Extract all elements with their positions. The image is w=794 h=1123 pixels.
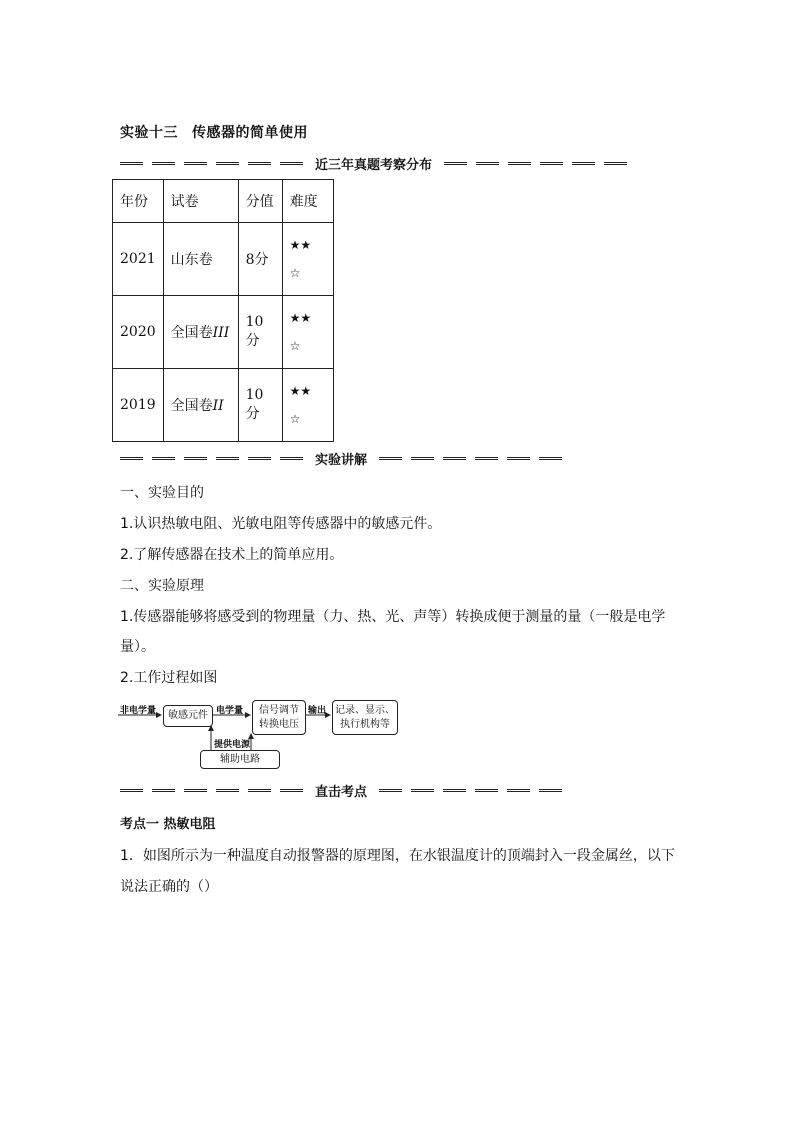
purpose-heading: 一、实验目的 (120, 485, 204, 501)
cell-score: 8分 (238, 223, 282, 296)
right-dashes (379, 789, 562, 792)
cell-paper: 山东卷 (163, 223, 238, 296)
cell-difficulty (282, 296, 333, 369)
sensor-flow-diagram (118, 700, 418, 770)
title-sub: 传感器的简单使用 (192, 125, 308, 141)
section-label-analysis: 近三年真题考察分布 (315, 157, 433, 173)
cell-score: 10分 (238, 369, 282, 442)
table-row (113, 223, 334, 296)
right-dashes (379, 457, 562, 460)
left-dashes (120, 162, 303, 165)
section-divider-analysis (120, 152, 627, 174)
cell-year: 2021 (113, 223, 164, 296)
purpose-item-2: 2.了解传感器在技术上的简单应用。 (120, 547, 344, 563)
aux-circuit-box: 辅助电路 (200, 750, 280, 769)
section-divider-explain (120, 447, 562, 469)
sensitive-element-box: 敏感元件 (163, 705, 213, 727)
section-divider-exam (120, 779, 562, 801)
power-label: 提供电源 (214, 740, 251, 750)
right-dashes (444, 162, 627, 165)
header-difficulty: 难度 (282, 180, 333, 223)
electrical-label: 电学量 (216, 706, 244, 716)
cell-difficulty (282, 223, 333, 296)
principle-heading: 二、实验原理 (120, 578, 204, 594)
question-1-line1: 1．如图所示为一种温度自动报警器的原理图，在水银温度计的顶端封入一段金属丝，以下 (120, 848, 675, 864)
page-title (120, 122, 308, 142)
header-year: 年份 (113, 180, 164, 223)
principle-item-1-line1: 1.传感器能够将感受到的物理量（力、热、光、声等）转换成便于测量的量（一般是电学 (120, 609, 666, 625)
record-display-box: 记录、显示、 执行机构等 (332, 700, 398, 735)
filled-stars: ★★ (289, 384, 312, 398)
principle-item-1-line2: 量）。 (120, 639, 155, 655)
cell-year: 2019 (113, 369, 164, 442)
exam-distribution-table (112, 179, 334, 442)
purpose-item-1: 1.认识热敏电阻、光敏电阻等传感器中的敏感元件。 (120, 516, 442, 532)
kaodian-title: 考点一 热敏电阻 (120, 817, 216, 832)
table-row (113, 369, 334, 442)
question-1-line2: 说法正确的（） (120, 879, 218, 895)
header-paper: 试卷 (163, 180, 238, 223)
header-score: 分值 (238, 180, 282, 223)
empty-star: ☆ (289, 339, 301, 353)
empty-star: ☆ (289, 266, 301, 280)
left-dashes (120, 457, 303, 460)
section-label-exam: 直击考点 (315, 784, 368, 800)
cell-year: 2020 (113, 296, 164, 369)
principle-item-2: 2.工作过程如图 (120, 670, 218, 686)
section-label-explain: 实验讲解 (315, 452, 368, 468)
signal-conditioning-box: 信号调节 转换电压 (252, 700, 306, 735)
filled-stars: ★★ (289, 311, 312, 325)
cell-difficulty (282, 369, 333, 442)
table-header-row (113, 180, 334, 223)
output-label: 输出 (308, 706, 327, 716)
empty-star: ☆ (289, 412, 301, 426)
cell-score: 10分 (238, 296, 282, 369)
table-row (113, 296, 334, 369)
left-dashes (120, 789, 303, 792)
input-label: 非电学量 (120, 706, 157, 716)
cell-paper: 全国卷III (163, 296, 238, 369)
filled-stars: ★★ (289, 238, 312, 252)
title-main: 实验十三 (120, 125, 178, 141)
cell-paper: 全国卷II (163, 369, 238, 442)
